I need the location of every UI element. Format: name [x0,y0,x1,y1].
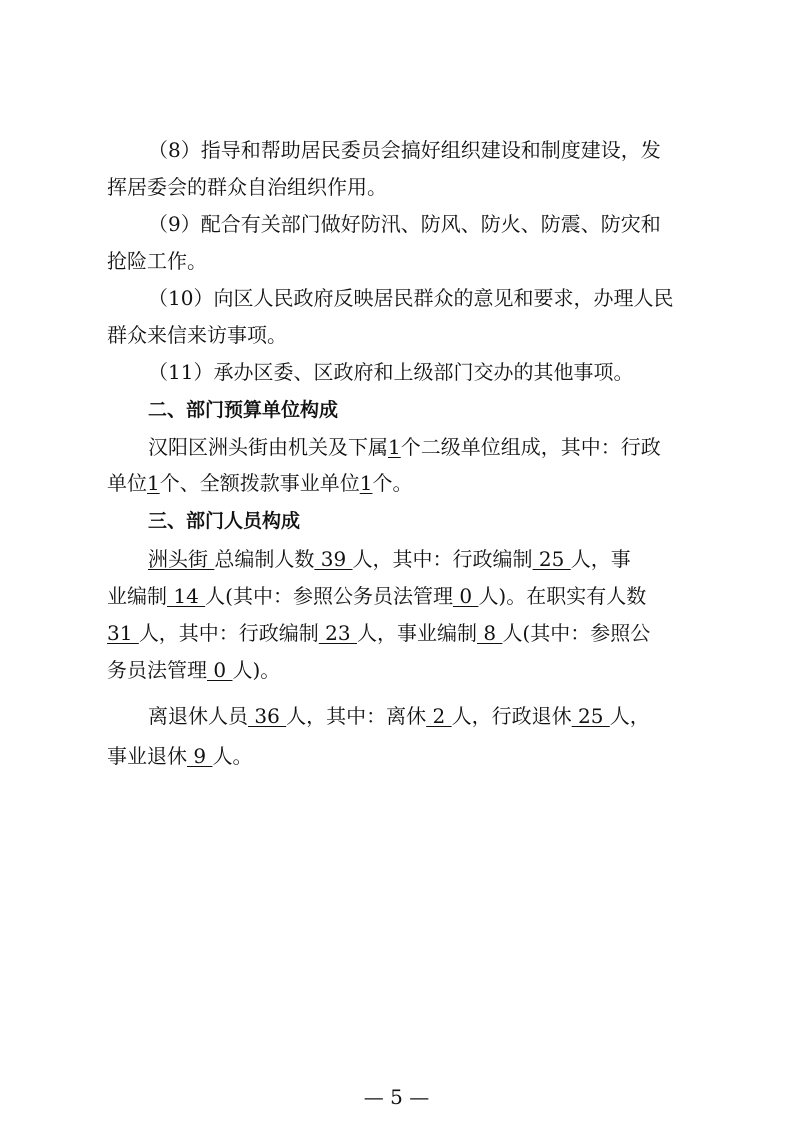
section-2-text-f: 个。 [372,471,413,495]
institution-staff-label: 业编制 [107,584,167,608]
retired-lixiu-label: 人，其中：离休 [286,704,427,728]
actual-staff-label: 人)。在职实有人数 [478,584,647,608]
actual-institution-label: 人，事业编制 [356,621,477,645]
total-staff-count: 39 [314,547,353,571]
admin-staff-count: 25 [532,547,571,571]
actual-ref-count: 0 [207,658,233,682]
actual-ref-label-2: 务员法管理 [107,658,207,682]
section-2-heading [0,392,793,428]
retired-text-g: 人， [609,704,650,728]
retired-admin-count: 25 [571,704,610,728]
section-2-text-e: 个、全额拨款事业单位 [159,471,360,495]
item-8-text-1: （8）指导和帮助居民委员会搞好组织建设和制度建设，发 [148,138,661,162]
item-9-text-2: 抢险工作。 [107,249,207,273]
item-9-line-2 [0,243,793,279]
section-2-line-1 [0,429,793,465]
retired-admin-label: 人，行政退休 [451,704,572,728]
item-8-text-2: 挥居委会的群众自治组织作用。 [107,175,387,199]
item-10-line-2 [0,317,793,353]
section-2-text-d: 单位 [107,471,147,495]
item-10-line-1 [0,280,793,316]
actual-institution-count: 8 [476,621,503,645]
section-3-text-end: 人)。 [232,658,281,682]
section-2-line-2 [0,465,793,501]
item-9-line-1 [0,206,793,242]
total-staff-label: 总编制人数 [214,547,315,571]
retired-line-2 [0,738,793,774]
secondary-unit-count: 1 [388,435,401,459]
admin-unit-count: 1 [147,471,160,495]
item-10-text-2: 群众来信来访事项。 [107,323,287,347]
section-3-heading-text: 三、部门人员构成 [148,510,301,532]
section-3-line-1 [0,541,793,577]
item-11-text-1: （11）承办区委、区政府和上级部门交办的其他事项。 [148,360,634,384]
section-2-heading-text: 二、部门预算单位构成 [148,399,339,421]
item-8-line-2 [0,169,793,205]
actual-ref-label: 人(其中：参照公 [502,621,651,645]
civil-servant-ref-label: 人(其中：参照公务员法管理 [205,584,453,608]
section-2-text-c: 个二级单位组成，其中：行政 [400,435,661,459]
public-institution-count: 1 [359,471,373,495]
actual-admin-label: 人，其中：行政编制 [138,621,319,645]
retired-institution-label: 事业退休 [107,744,187,768]
item-11-line-1 [0,354,793,390]
actual-admin-count: 23 [318,621,357,645]
institution-staff-count: 14 [167,584,206,608]
section-3-line-3 [0,615,793,651]
department-name: 洲头街 [148,547,215,571]
page-number [0,1082,793,1112]
item-8-line-1 [0,132,793,168]
retired-text-end: 人。 [212,744,253,768]
section-3-line-2 [0,578,793,614]
section-3-heading [0,503,793,539]
retired-total-count: 36 [248,704,287,728]
section-2-text-a: 汉阳区洲头街由机关及下属 [148,435,388,459]
page-number-text: — 5 — [363,1085,430,1109]
item-10-text-1: （10）向区人民政府反映居民群众的意见和要求，办理人民 [148,286,674,310]
civil-servant-ref-count: 0 [452,584,479,608]
section-3-line-4 [0,652,793,688]
retired-lixiu-count: 2 [426,704,452,728]
section-3-text-f: 人，事 [570,547,631,571]
retired-institution-count: 9 [187,744,213,768]
item-9-text-1: （9）配合有关部门做好防汛、防风、防火、防震、防灾和 [148,212,661,236]
retired-total-label: 离退休人员 [148,704,248,728]
actual-staff-count: 31 [107,621,139,645]
retired-line-1 [0,698,793,734]
admin-staff-label: 人，其中：行政编制 [352,547,533,571]
